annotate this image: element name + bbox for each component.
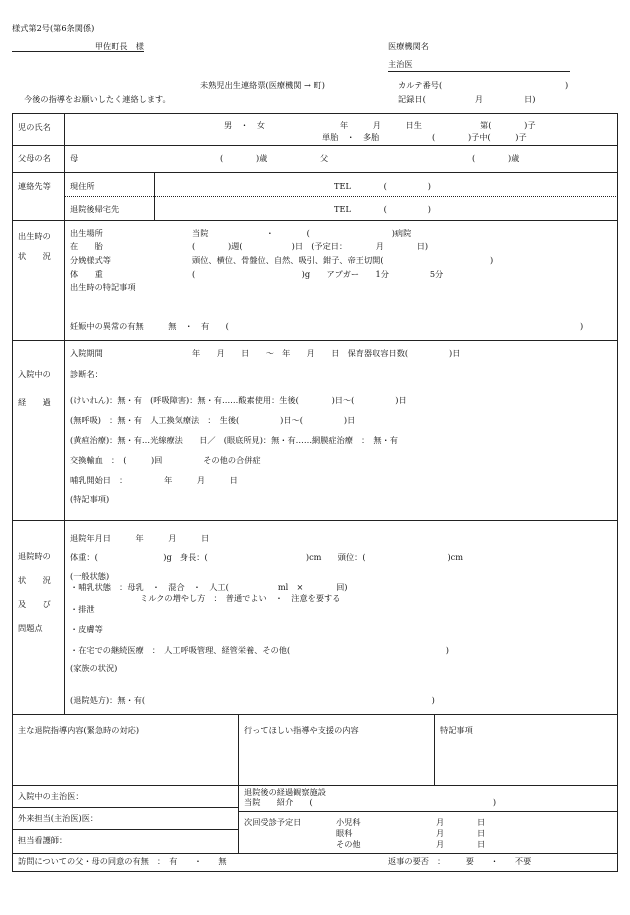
hospital-label-1: 入院中の	[18, 369, 51, 379]
footer-row-divider	[12, 829, 238, 830]
guidance-divider	[434, 714, 435, 785]
guidance-divider	[238, 714, 239, 785]
diagnosis: 診断名：	[70, 369, 103, 379]
feeding-start: 哺乳開始日 ： 年 月 日	[70, 475, 238, 485]
transfusion: 交換輸血 ： ( )回 その他の合併症	[70, 455, 261, 465]
discharge-label-4: 問題点	[18, 623, 43, 633]
address-label: 現住所	[70, 181, 95, 191]
weight-value: ( )g アプガー 1分 5分	[192, 269, 444, 279]
apnea-ventilation: (無呼吸) ：無・有 人工換気療法 ： 生後( )日～( )日	[70, 415, 356, 425]
milk-increase: ミルクの増やし方 ： 普通でよい ・ 注意を要する	[140, 593, 341, 603]
row-divider	[12, 785, 618, 786]
feeding-condition: ・哺乳状態 ：母乳 ・ 混合 ・ 人工( ml × 回)	[70, 582, 348, 592]
footer-row-divider	[12, 807, 238, 808]
child-singleton-multiple: 単胎 ・ 多胎	[322, 132, 380, 142]
mother-age: ( )歳	[220, 153, 268, 163]
family-status: (家族の状況)	[70, 663, 118, 673]
discharge-body-measurements: 体重：( )g 身長：( )cm 頭位：( )cm	[70, 552, 463, 562]
excretion: ・排泄	[70, 604, 95, 614]
delivery-label: 分娩様式等	[70, 255, 111, 265]
jaundice-retinopathy: (黄疸治療)：無・有…光線療法 日／ (眼底所見)：無・有……網膜症治療 ： 無・有	[70, 435, 398, 445]
addressee: 甲佐町長 様	[12, 42, 144, 52]
form-title: 未熟児出生連絡票(医療機関 → 町)	[200, 80, 325, 90]
birth-special-label: 出生時の特記事項	[70, 282, 136, 292]
next-visit-label: 次回受診予定日	[244, 817, 302, 827]
weight-label: 体 重	[70, 269, 103, 279]
doctor-label: 主治医	[388, 59, 413, 69]
form-number: 様式第2号(第6条関係)	[12, 23, 95, 33]
next-visit-other-date: 月 日	[436, 839, 486, 849]
gestation-value: ( )週( )日 (予定日： 月 日)	[192, 241, 429, 251]
doctor-outpatient: 外来担当(主治医)医：	[18, 813, 99, 823]
birth-label-1: 出生時の	[18, 231, 51, 241]
hospital-special: (特記事項)	[70, 494, 110, 504]
child-name-label: 児の氏名	[18, 122, 51, 132]
child-birth-date: 年 月 日生	[340, 120, 422, 130]
next-visit-ophthalmology: 眼科	[336, 828, 353, 838]
tel-address: TEL ( )	[334, 181, 431, 191]
footer-row-divider	[238, 811, 618, 812]
request-text: 今後の指導をお願いしたく連絡します。	[24, 94, 171, 104]
reply-required: 返事の要否 ： 要 ・ 不要	[388, 856, 532, 866]
tel-return-home: TEL ( )	[334, 204, 431, 214]
child-multiple-order: ( )子中( )子	[432, 132, 527, 142]
guidance-special: 特記事項	[440, 725, 473, 735]
institution-label: 医療機関名	[388, 41, 429, 51]
skin: ・皮膚等	[70, 624, 103, 634]
discharge-label-2: 状 況	[18, 575, 51, 585]
hospital-period-label: 入院期間	[70, 348, 103, 358]
return-home-label: 退院後帰宅先	[70, 204, 120, 214]
row-divider	[12, 145, 618, 146]
general-condition: (一般状態)	[70, 571, 110, 581]
followup-facility-value: 当院 紹介 ( )	[244, 797, 497, 807]
next-visit-pediatrics: 小児科	[336, 817, 361, 827]
followup-facility-label: 退院後の経過観察施設	[244, 787, 326, 797]
discharge-prescription: (退院処方)：無・有( )	[70, 695, 435, 705]
footer-divider	[238, 785, 239, 853]
discharge-label-1: 退院時の	[18, 551, 51, 561]
doctor-signature-line	[388, 71, 570, 72]
father-label: 父	[320, 153, 329, 163]
mother-label: 母	[70, 153, 79, 163]
label-column-divider	[64, 113, 65, 714]
pregnancy-abnormal-close: )	[580, 321, 584, 331]
father-age: ( )歳	[472, 153, 520, 163]
pregnancy-abnormal: 妊娠中の異常の有無 無 ・ 有 (	[70, 321, 229, 331]
row-divider	[12, 172, 618, 173]
visit-consent: 訪問についての父・母の同意の有無 ： 有 ・ 無	[18, 856, 227, 866]
row-divider	[12, 714, 618, 715]
record-date: 記録日( 月 日)	[398, 94, 536, 104]
guidance-support: 行ってほしい指導や支援の内容	[244, 725, 359, 735]
discharge-date: 退院年月日 年 月 日	[70, 533, 210, 543]
delivery-value: 頭位、横位、骨盤位、自然、吸引、鉗子、帝王切開( )	[192, 255, 494, 265]
birth-label-2: 状 況	[18, 251, 51, 261]
row-divider	[12, 340, 618, 341]
hospital-label-2: 経 過	[18, 397, 51, 407]
contact-label: 連絡先等	[18, 181, 51, 191]
birth-place-label: 出生場所	[70, 228, 103, 238]
seizure-respiratory: (けいれん)：無・有 (呼吸障害)：無・有……酸素使用：生後( )日～( )日	[70, 395, 407, 405]
next-visit-pediatrics-date: 月 日	[436, 817, 486, 827]
form-table	[12, 113, 618, 872]
next-visit-ophthalmology-date: 月 日	[436, 828, 486, 838]
parents-label: 父母の名	[18, 153, 51, 163]
hospital-period-value: 年 月 日 ～ 年 月 日 保育器収容日数( )日	[192, 348, 461, 358]
guidance-emergency: 主な退院指導内容(緊急時の対応)	[18, 725, 140, 735]
doctor-inpatient: 入院中の主治医：	[18, 791, 84, 801]
row-divider	[12, 520, 618, 521]
next-visit-other: その他	[336, 839, 361, 849]
home-care: ・在宅での継続医療 ： 人工呼吸管理、経管栄養、その他( )	[70, 645, 449, 655]
footer-row-divider	[12, 853, 618, 854]
child-sex: 男 ・ 女	[224, 120, 265, 130]
discharge-label-3: 及 び	[18, 599, 51, 609]
gestation-label: 在 胎	[70, 241, 103, 251]
row-divider	[12, 220, 618, 221]
birth-place-value: 当院 ・ ( )病院	[192, 228, 412, 238]
chart-number: カルテ番号( )	[398, 80, 569, 90]
child-birth-order: 第( )子	[480, 120, 536, 130]
contact-dotted-divider	[64, 196, 618, 197]
nurse: 担当看護師：	[18, 835, 68, 845]
